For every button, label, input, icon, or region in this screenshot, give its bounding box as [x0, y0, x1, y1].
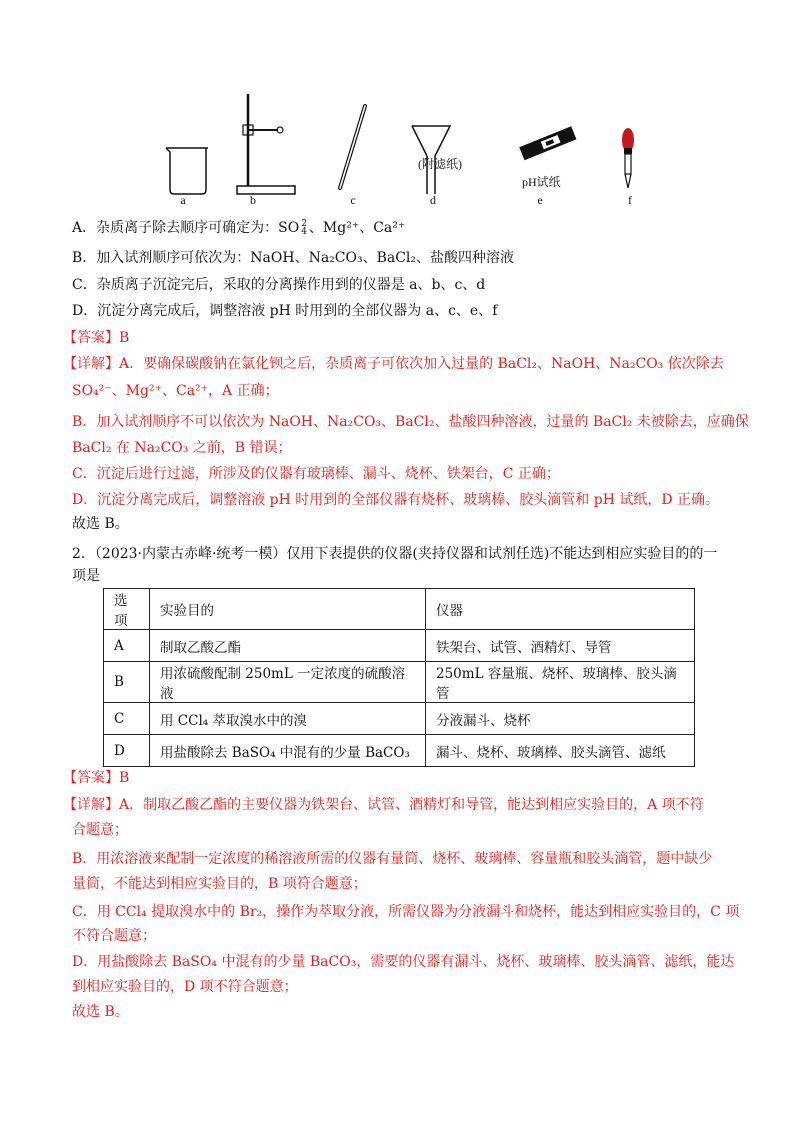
option-a-ions: 、Mg²⁺、Ca²⁺ — [308, 220, 406, 236]
q2-conclusion: 故选 B。 — [72, 1004, 129, 1020]
table-cell: 用 CCl₄ 萃取溴水中的溴 — [150, 703, 426, 735]
answer-value: B — [119, 770, 130, 786]
dropper-icon — [622, 128, 634, 188]
ph-paper-icon — [519, 126, 576, 160]
figure-label-a: a — [180, 193, 186, 207]
table-cell: 铁架台、试管、酒精灯、导管 — [426, 630, 695, 662]
beaker-icon — [166, 148, 208, 194]
table-cell: C — [104, 703, 150, 735]
figure-label-f: f — [628, 193, 632, 207]
q1-detail-line-3: B．加入试剂顺序不可以依次为 NaOH、Na₂CO₃、BaCl₂、盐酸四种溶液，过量的 BaCl₂ 未被除去，应确保 — [72, 414, 749, 430]
q1-detail-line-2: SO₄²⁻、Mg²⁺、Ca²⁺，A 正确； — [72, 383, 279, 399]
table-cell: 用盐酸除去 BaSO₄ 中混有的少量 BaCO₃ — [150, 735, 426, 767]
q2-stem-line-1: 2．（2023·内蒙古赤峰·统考一模）仅用下表提供的仪器(夹持仪器和试剂任选)不能达到相应实验目的的一 — [72, 546, 718, 562]
glass-rod-icon — [340, 106, 365, 188]
ph-paper-label: pH试纸 — [522, 175, 561, 189]
figure-label-b: b — [250, 193, 256, 207]
figure-label-c: c — [350, 193, 356, 207]
table-header-row — [104, 589, 695, 630]
q2-table — [103, 588, 695, 767]
answer-value: B — [119, 330, 130, 346]
table-cell: A — [104, 630, 150, 662]
q2-detail-line-1 — [63, 795, 704, 815]
option-a-sup: 2 — [301, 219, 307, 229]
q2-detail-line-4: 量筒，不能达到相应实验目的，B 项符合题意； — [72, 876, 367, 892]
detail-text: A．制取乙酸乙酯的主要仪器为铁架台、试管、酒精灯和导管，能达到相应实验目的，A 项不符 — [119, 797, 704, 813]
table-row — [104, 703, 695, 735]
figure-label-e: e — [537, 193, 543, 207]
iron-stand-icon — [237, 94, 295, 194]
q2-detail-line-5: C．用 CCl₄ 提取溴水中的 Br₂，操作为萃取分液，所需仪器为分液漏斗和烧杯，能达到相应实验目的，C 项 — [72, 904, 740, 920]
figure-label-d: d — [430, 193, 436, 207]
table-cell: 分液漏斗、烧杯 — [426, 703, 695, 735]
table-row — [104, 735, 695, 767]
header-purpose: 实验目的 — [150, 589, 426, 630]
q1-detail-line-6: D．沉淀分离完成后，调整溶液 pH 时用到的全部仪器有烧杯、玻璃棒、胶头滴管和 pH 试纸，D 正确。 — [72, 492, 720, 508]
q1-detail-line-4: BaCl₂ 在 Na₂CO₃ 之前，B 错误； — [72, 440, 292, 456]
detail-tag: 【详解】 — [63, 356, 119, 372]
table-cell: B — [104, 662, 150, 703]
table-cell: 漏斗、烧杯、玻璃棒、胶头滴管、滤纸 — [426, 735, 695, 767]
table-row — [104, 630, 695, 662]
q2-detail-line-8: 到相应实验目的，D 项不符合题意； — [72, 979, 298, 995]
option-c: C．杂质离子沉淀完后，采取的分离操作用到的仪器是 a、b、c、d — [72, 277, 486, 293]
answer-tag: 【答案】 — [63, 770, 119, 786]
table-cell: D — [104, 735, 150, 767]
funnel-note: (附滤纸) — [418, 157, 462, 171]
table-cell: 250mL 容量瓶、烧杯、玻璃棒、胶头滴管 — [426, 662, 695, 703]
header-instruments: 仪器 — [426, 589, 695, 630]
answer-tag: 【答案】 — [63, 330, 119, 346]
option-d: D．沉淀分离完成后，调整溶液 pH 时用到的全部仪器为 a、c、e、f — [72, 303, 498, 319]
q1-detail-line-5: C．沉淀后进行过滤，所涉及的仪器有玻璃棒、漏斗、烧杯、铁架台，C 正确； — [72, 466, 560, 482]
option-b: B．加入试剂顺序可依次为：NaOH、Na₂CO₃、BaCl₂、盐酸四种溶液 — [72, 250, 515, 266]
q2-detail-line-3: B．用浓溶液来配制一定浓度的稀溶液所需的仪器有量筒、烧杯、玻璃棒、容量瓶和胶头滴管，题中缺少 — [72, 851, 713, 867]
q2-detail-line-7: D．用盐酸除去 BaSO₄ 中混有的少量 BaCO₃，需要的仪器有漏斗、烧杯、玻璃棒、胶头滴管、滤纸，能达 — [72, 954, 735, 970]
q2-stem-line-2: 项是 — [72, 568, 100, 584]
apparatus-figure — [150, 90, 670, 205]
q1-answer — [63, 328, 129, 348]
detail-text: A．要确保碳酸钠在氯化钡之后，杂质离子可依次加入过量的 BaCl₂、NaOH、Na₂CO₃ 依次除去 — [119, 356, 724, 372]
q2-detail-line-6: 不符合题意； — [72, 928, 156, 944]
q2-detail-line-2: 合题意； — [72, 822, 128, 838]
header-option: 选项 — [104, 589, 150, 630]
table-cell: 制取乙酸乙酯 — [150, 630, 426, 662]
q1-detail-line-1 — [63, 354, 724, 374]
q2-answer — [63, 768, 129, 788]
table-row — [104, 662, 695, 703]
detail-tag: 【详解】 — [63, 797, 119, 813]
q1-conclusion: 故选 B。 — [72, 516, 129, 532]
table-cell: 用浓硫酸配制 250mL 一定浓度的硫酸溶液 — [150, 662, 426, 703]
option-a-text: A．杂质离子除去顺序可确定为：SO — [72, 220, 300, 236]
option-a — [72, 218, 405, 238]
option-a-sub: 4 — [301, 227, 307, 237]
